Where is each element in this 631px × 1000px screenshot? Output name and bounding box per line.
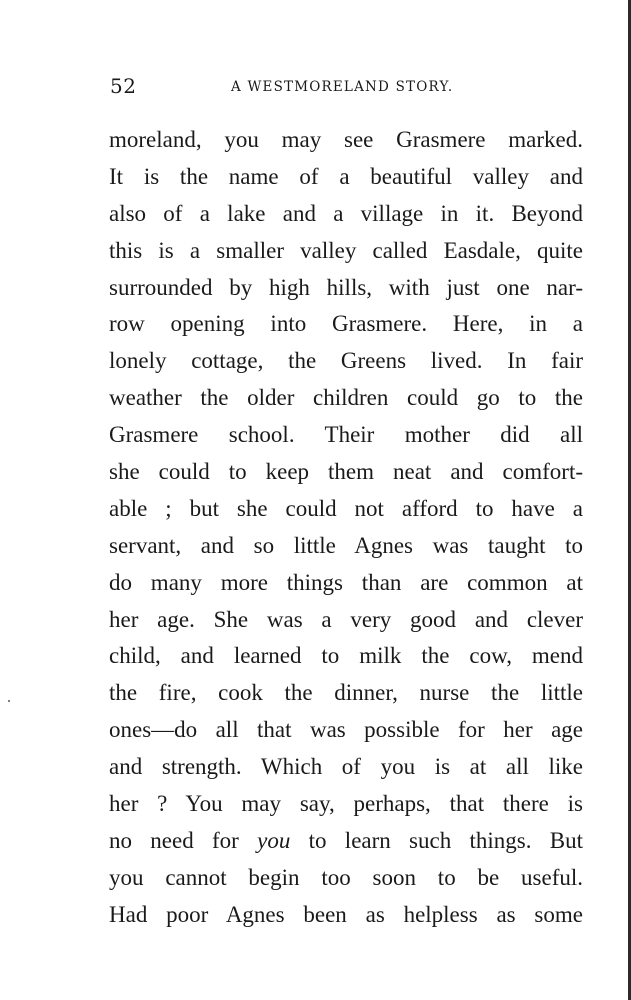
text-line: servant, and so little Agnes was taught to — [109, 532, 583, 558]
text-line: this is a smaller valley called Easdale, quite — [109, 237, 583, 263]
paper-speck — [8, 700, 10, 702]
text-line: and strength. Which of you is at all like — [109, 754, 583, 780]
text-line: child, and learned to milk the cow, mend — [109, 643, 583, 669]
text-segment: to learn such things. But — [308, 827, 584, 853]
running-title: A WESTMORELAND STORY. — [231, 79, 454, 95]
text-line: lonely cottage, the Greens lived. In fair — [109, 348, 583, 374]
text-line: weather the older children could go to the — [109, 385, 583, 411]
text-line: surrounded by high hills, with just one nar- — [109, 274, 583, 300]
page-header — [110, 74, 585, 104]
text-line: her age. She was a very good and clever — [109, 606, 583, 632]
text-line: her ? You may say, perhaps, that there is — [109, 791, 583, 817]
text-line: Grasmere school. Their mother did all — [109, 422, 583, 448]
text-line: you cannot begin too soon to be useful. — [109, 864, 583, 890]
text-segment: no need for — [109, 827, 239, 853]
text-line: she could to keep them neat and comfort- — [109, 459, 583, 485]
text-line: ones—do all that was possible for her age — [109, 717, 583, 743]
text-line: also of a lake and a village in it. Beyond — [109, 200, 583, 226]
text-line: the fire, cook the dinner, nurse the little — [109, 680, 583, 706]
italic-word: you — [257, 827, 291, 853]
text-line: do many more things than are common at — [109, 569, 583, 595]
text-line: moreland, you may see Grasmere marked. — [109, 127, 583, 152]
text-line: able ; but she could not afford to have a — [109, 495, 583, 521]
text-line: Had poor Agnes been as helpless as some — [109, 901, 583, 927]
text-line: row opening into Grasmere. Here, in a — [109, 311, 583, 337]
text-line — [109, 823, 583, 860]
page-number: 52 — [110, 74, 137, 98]
body-text — [109, 122, 583, 934]
text-line: It is the name of a beautiful valley and — [109, 163, 583, 189]
